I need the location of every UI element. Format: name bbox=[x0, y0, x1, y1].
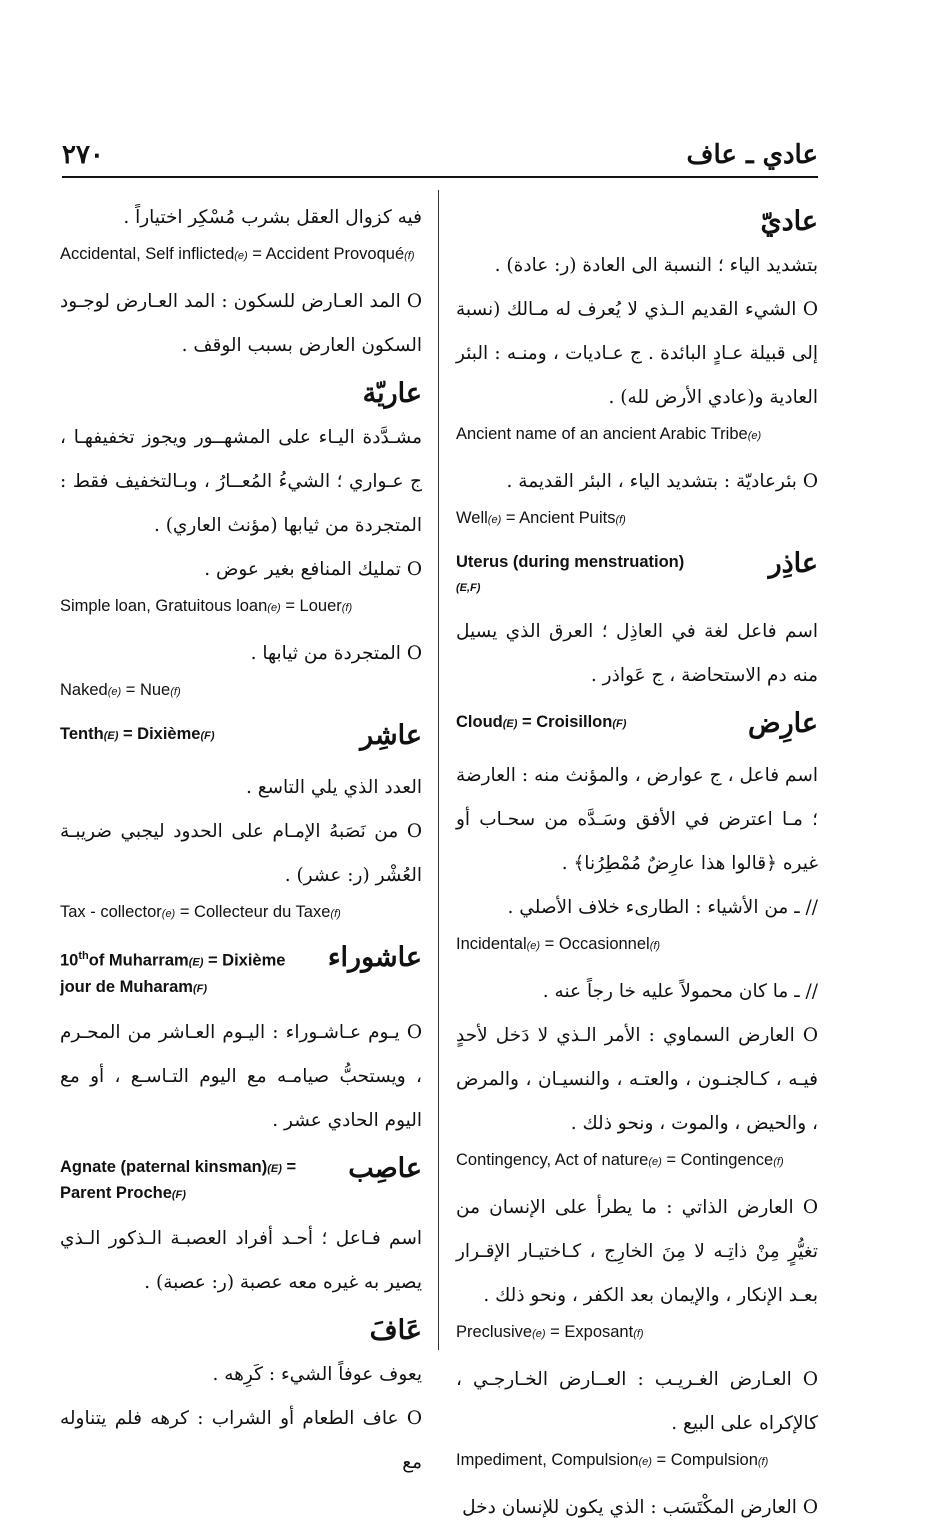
translation: Contingency, Act of nature(e) = Contingence(f) bbox=[456, 1151, 784, 1169]
translation: Accidental, Self inflicted(e) = Accident Provoqué(f) bbox=[60, 245, 415, 263]
entry-text: يعوف عوفاً الشيء : كَرِهه . bbox=[212, 1363, 422, 1385]
entry-text: O العارض الذاتي : ما يطرأ على الإنسان من تغيُّرٍ مِنْ ذاتِـه لا مِنَ الخارِج ، كـاختيـار الإقـرار بعـد الإنكار ، والإيمان بعد الكفر ، ونحو ذلك . bbox=[456, 1197, 818, 1306]
translation: Simple loan, Gratuitous loan(e) = Louer(f) bbox=[60, 597, 353, 615]
headword: عاديّ bbox=[760, 206, 818, 237]
entry-text: O تمليك المنافع بغير عوض . bbox=[204, 559, 422, 580]
translation: Well(e) = Ancient Puits(f) bbox=[456, 509, 626, 527]
entry-text: اسم فـاعل ؛ أحـد أفراد العصبـة الـذكور الـذي يصير به غيره معه عصبة (ر: عصبة) . bbox=[60, 1227, 422, 1293]
headword: عاذِر bbox=[768, 548, 818, 579]
entry-text: اسم فاعل لغة في العاذِل ؛ العرق الذي يسيل منه دم الاستحاضة ، ج عَواذر . bbox=[456, 621, 818, 686]
entry-text: O بئرعاديّة : بتشديد الياء ، البئر القديمة . bbox=[506, 471, 818, 492]
entry-text: O عاف الطعام أو الشراب : كرهه فلم يتناوله مع bbox=[60, 1407, 422, 1473]
entry-text: O الشيء القديم الـذي لا يُعرف له مـالك (نسبة إلى قبيلة عـادٍ البائدة . ج عـاديات ، ومنـه : البئر العادية و(عادي الأرض لله) . bbox=[456, 299, 818, 408]
page-number: ٢٧٠ bbox=[62, 140, 104, 170]
headword-row bbox=[456, 544, 818, 600]
translation: Impediment, Compulsion(e) = Compulsion(f) bbox=[456, 1451, 769, 1469]
entry-text: // ـ من الأشياء : الطارىء خلاف الأصلي . bbox=[507, 897, 818, 918]
entry-text: O يـوم عـاشـوراء : اليـوم العـاشر من المحـرم ، ويستحبُّ صيامـه مع اليوم التـاسـع ، أو مع اليوم الحادي عشر . bbox=[60, 1021, 422, 1131]
translation: Naked(e) = Nue(f) bbox=[60, 681, 181, 699]
headword-translation: Uterus (during menstruation)(E,F) bbox=[456, 553, 685, 594]
translation: Ancient name of an ancient Arabic Tribe(e) bbox=[456, 425, 762, 443]
entry-text: العدد الذي يلي التاسع . bbox=[245, 777, 422, 798]
entry-text: O المتجردة من ثيابها . bbox=[250, 643, 422, 664]
headword: عَافَ bbox=[369, 1314, 422, 1346]
left-column bbox=[60, 196, 422, 1485]
headword: عاصِب bbox=[348, 1152, 422, 1184]
entry-text: بتشديد الياء ؛ النسبة الى العادة (ر: عادة) . bbox=[494, 255, 818, 276]
entry-text: O العارض السماوي : الأمر الـذي لا دَخل لأحدٍ فيـه ، كـالجنـون ، والعتـه ، والنسيـان ، والمرض ، والحيض ، والموت ، ونحو ذلك . bbox=[456, 1025, 818, 1134]
entry-text: مشـدَّدة اليـاء على المشهــور ويجوز تخفيفهـا ، ج عـواري ؛ الشيءُ المُعــارُ ، وبـالتخفيف فقط : المتجردة من ثيابها (مؤنث العاري) . bbox=[60, 427, 422, 536]
entry-text: O العـارض الغـريـب : العــارض الخـارجـي ، كالإكراه على البيع . bbox=[456, 1369, 818, 1434]
headword-translation: 10thof Muharram(E) = Dixième jour de Muharam(F) bbox=[60, 950, 286, 996]
headword-translation: Agnate (paternal kinsman)(E) = Parent Proche(F) bbox=[60, 1157, 297, 1202]
headword-row bbox=[60, 716, 422, 756]
entry-text: اسم فاعل ، ج عوارض ، والمؤنث منه : العارضة ؛ مـا اعترض في الأفق وسَـدَّه من سحـاب أو غيره ﴿قالوا هذا عارِضٌ مُمْطِرُنا﴾ . bbox=[456, 765, 818, 874]
entry-text: O المد العـارض للسكون : المد العـارض لوجـود السكون العارض بسبب الوقف . bbox=[60, 291, 422, 356]
headword-translation: Cloud(E) = Croisillon(F) bbox=[456, 713, 627, 731]
entry-text: // ـ ما كان محمولاً عليه خا رجاً عنه . bbox=[542, 981, 818, 1002]
headword-row bbox=[60, 938, 422, 1001]
entry-text: فيه كزوال العقل بشرب مُسْكِر اختياراً . bbox=[123, 207, 422, 228]
translation: Tax - collector(e) = Collecteur du Taxe(f) bbox=[60, 903, 341, 921]
headword-row bbox=[456, 704, 818, 744]
headword: عاشوراء bbox=[327, 942, 422, 973]
right-column bbox=[456, 196, 818, 1530]
running-title: عادي ـ عاف bbox=[686, 140, 818, 170]
entry-text: O من نَصَبهُ الإمـام على الحدود ليجبي ضريبـة العُشْر (ر: عشر) . bbox=[60, 821, 422, 886]
translation: Incidental(e) = Occasionnel(f) bbox=[456, 935, 661, 953]
headword: عاشِر bbox=[360, 720, 422, 751]
headword: عاريّة bbox=[362, 378, 422, 409]
headword: عارِض bbox=[747, 708, 818, 739]
column-separator bbox=[438, 190, 439, 1350]
entry-text: O العارض المكْتَسَب : الذي يكون للإنسان دخل bbox=[462, 1497, 818, 1518]
headword-translation: Tenth(E) = Dixième(F) bbox=[60, 725, 215, 743]
header-rule bbox=[62, 176, 818, 178]
headword-row bbox=[60, 1149, 422, 1207]
translation: Preclusive(e) = Exposant(f) bbox=[456, 1323, 644, 1341]
